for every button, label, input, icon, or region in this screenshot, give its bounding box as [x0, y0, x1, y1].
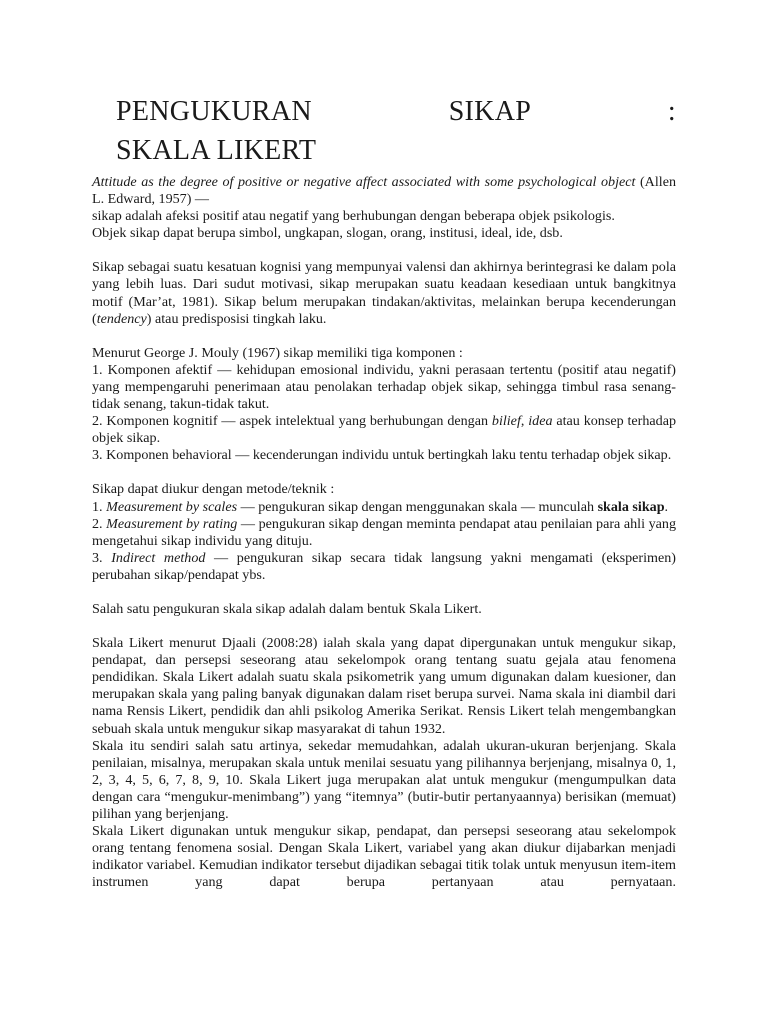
mouly-item2-italic-bilief: bilief — [491, 413, 521, 430]
likert-paragraph-3: Skala Likert digunakan untuk mengukur sikap, pendapat, dan persepsi seseorang atau sekelompok orang tentang fenomena sosial. Dengan Skala Likert, variabel yang akan diukur dijabarkan menjadi indikator variabel. Kemudian indikator tersebut dijadikan sebagai titik tolak untuk menyusun item-item instrumen yang dapat berupa pertanyaan atau pernyataan. — [92, 823, 676, 891]
method-2-number: 2. — [92, 515, 107, 532]
paragraph-gap — [92, 328, 676, 345]
method-1-number: 1. — [92, 498, 107, 515]
paragraph-gap — [92, 584, 676, 601]
method-2 — [92, 516, 676, 550]
title-colon: : — [667, 96, 676, 127]
mouly-item2-text: 2. Komponen kognitif — aspek intelektual yang berhubungan dengan — [92, 413, 492, 430]
intro-line-2: Objek sikap dapat berupa simbol, ungkapan, slogan, orang, institusi, ideal, ide, dsb. — [92, 225, 563, 242]
intro-quote-italic: Attitude as the degree of positive or negative affect associated with some psychological object — [92, 174, 636, 190]
title-word-sikap: SIKAP — [448, 96, 532, 127]
method-3-italic: Indirect method — [111, 549, 206, 566]
method-3 — [92, 550, 676, 584]
title-word-pengukuran: PENGUKURAN — [116, 96, 312, 127]
paragraph-gap — [92, 242, 676, 259]
mouly-item-behavioral: 3. Komponen behavioral — kecenderungan individu untuk bertingkah laku tentu terhadap objek sikap. — [92, 447, 672, 464]
method-2-text: — pengukuran sikap dengan meminta pendapat atau penilaian para ahli yang mengetahui sikap individu yang dituju. — [92, 515, 676, 549]
intro-quote-source: (Allen L. Edward, 1957) — — [92, 174, 676, 208]
method-2-italic: Measurement by rating — [106, 515, 238, 532]
paragraph-gap — [92, 618, 676, 635]
method-1-text: — pengukuran sikap dengan menggunakan skala — munculah — [237, 498, 598, 515]
mouly-heading: Menurut George J. Mouly (1967) sikap memiliki tiga komponen : — [92, 344, 463, 361]
mouly-item2-italic-idea: idea — [528, 413, 553, 430]
para2-text-before: Sikap sebagai suatu kesatuan kognisi yang mempunyai valensi dan akhirnya berintegrasi ke dalam pola yang lebih luas. Dari sudut motivasi, sikap merupakan suatu keadaan kesediaan untuk bangkitnya motif (Mar’at, 1981). Sikap belum merupakan tindakan/aktivitas, melainkan berupa kecenderungan ( — [92, 259, 676, 327]
intro-quote — [92, 174, 676, 208]
method-3-number: 3. — [92, 549, 112, 566]
para2-text-after: ) atau predisposisi tingkah laku. — [146, 310, 327, 327]
title-line-1 — [116, 92, 676, 131]
document-title — [116, 92, 676, 170]
method-1 — [92, 499, 676, 516]
method-1-end: . — [664, 498, 669, 515]
method-1-bold: skala sikap — [597, 498, 665, 515]
likert-paragraph-2: Skala itu sendiri salah satu artinya, sekedar memudahkan, adalah ukuran-ukuran berjenjang. Skala penilaian, misalnya, merupakan skala untuk menilai sesuatu yang pilihannya berjenjang, misalnya 0, 1, 2, 3, 4, 5, 6, 7, 8, 9, 10. Skala Likert juga merupakan alat untuk mengukur (mengumpulkan data dengan cara “mengukur-menimbang”) yang “itemnya” (butir-butir pertanyaannya) berisikan (memuat) pilihan yang berjenjang. — [92, 737, 676, 822]
likert-paragraph-1: Skala Likert menurut Djaali (2008:28) ialah skala yang dapat dipergunakan untuk mengukur sikap, pendapat, dan persepsi seseorang atau sekelompok orang tentang suatu gejala atau fenomena pendidikan. Skala Likert adalah suatu skala psikometrik yang umum digunakan dalam kuesioner, dan merupakan skala yang paling banyak digunakan dalam riset berupa survei. Nama skala ini diambil dari nama Rensis Likert, pendidik dan ahli psikolog Amerika Serikat. Rensis Likert telah mengembangkan sebuah skala untuk mengukur sikap masyarakat di tahun 1932. — [92, 635, 676, 737]
title-line-2: SKALA LIKERT — [116, 135, 317, 166]
mouly-item2-text-end: atau konsep terhadap objek sikap. — [92, 413, 677, 447]
method-3-text: — pengukuran sikap secara tidak langsung yakni mengamati (eksperimen) perubahan sikap/pendapat ybs. — [92, 549, 677, 583]
mouly-item-afektif: 1. Komponen afektif — kehidupan emosional individu, yakni perasaan tertentu (positif atau negatif) yang mempengaruhi penerimaan atau penolakan terhadap objek sikap, sehingga timbul rasa senang-tidak senang, takun-tidak takut. — [92, 361, 676, 413]
paragraph-gap — [92, 464, 676, 481]
likert-intro: Salah satu pengukuran skala sikap adalah dalam bentuk Skala Likert. — [92, 600, 482, 617]
mouly-item2-separator: , — [520, 413, 529, 430]
methods-heading: Sikap dapat diukur dengan metode/teknik : — [92, 481, 335, 498]
para2-italic-tendency: tendency — [96, 310, 147, 327]
method-1-italic: Measurement by scales — [106, 498, 238, 515]
paragraph-sikap-kesatuan — [92, 259, 676, 327]
document-body — [92, 174, 676, 891]
intro-line-1: sikap adalah afeksi positif atau negatif yang berhubungan dengan beberapa objek psikologis. — [92, 208, 615, 225]
mouly-item-kognitif — [92, 413, 676, 447]
